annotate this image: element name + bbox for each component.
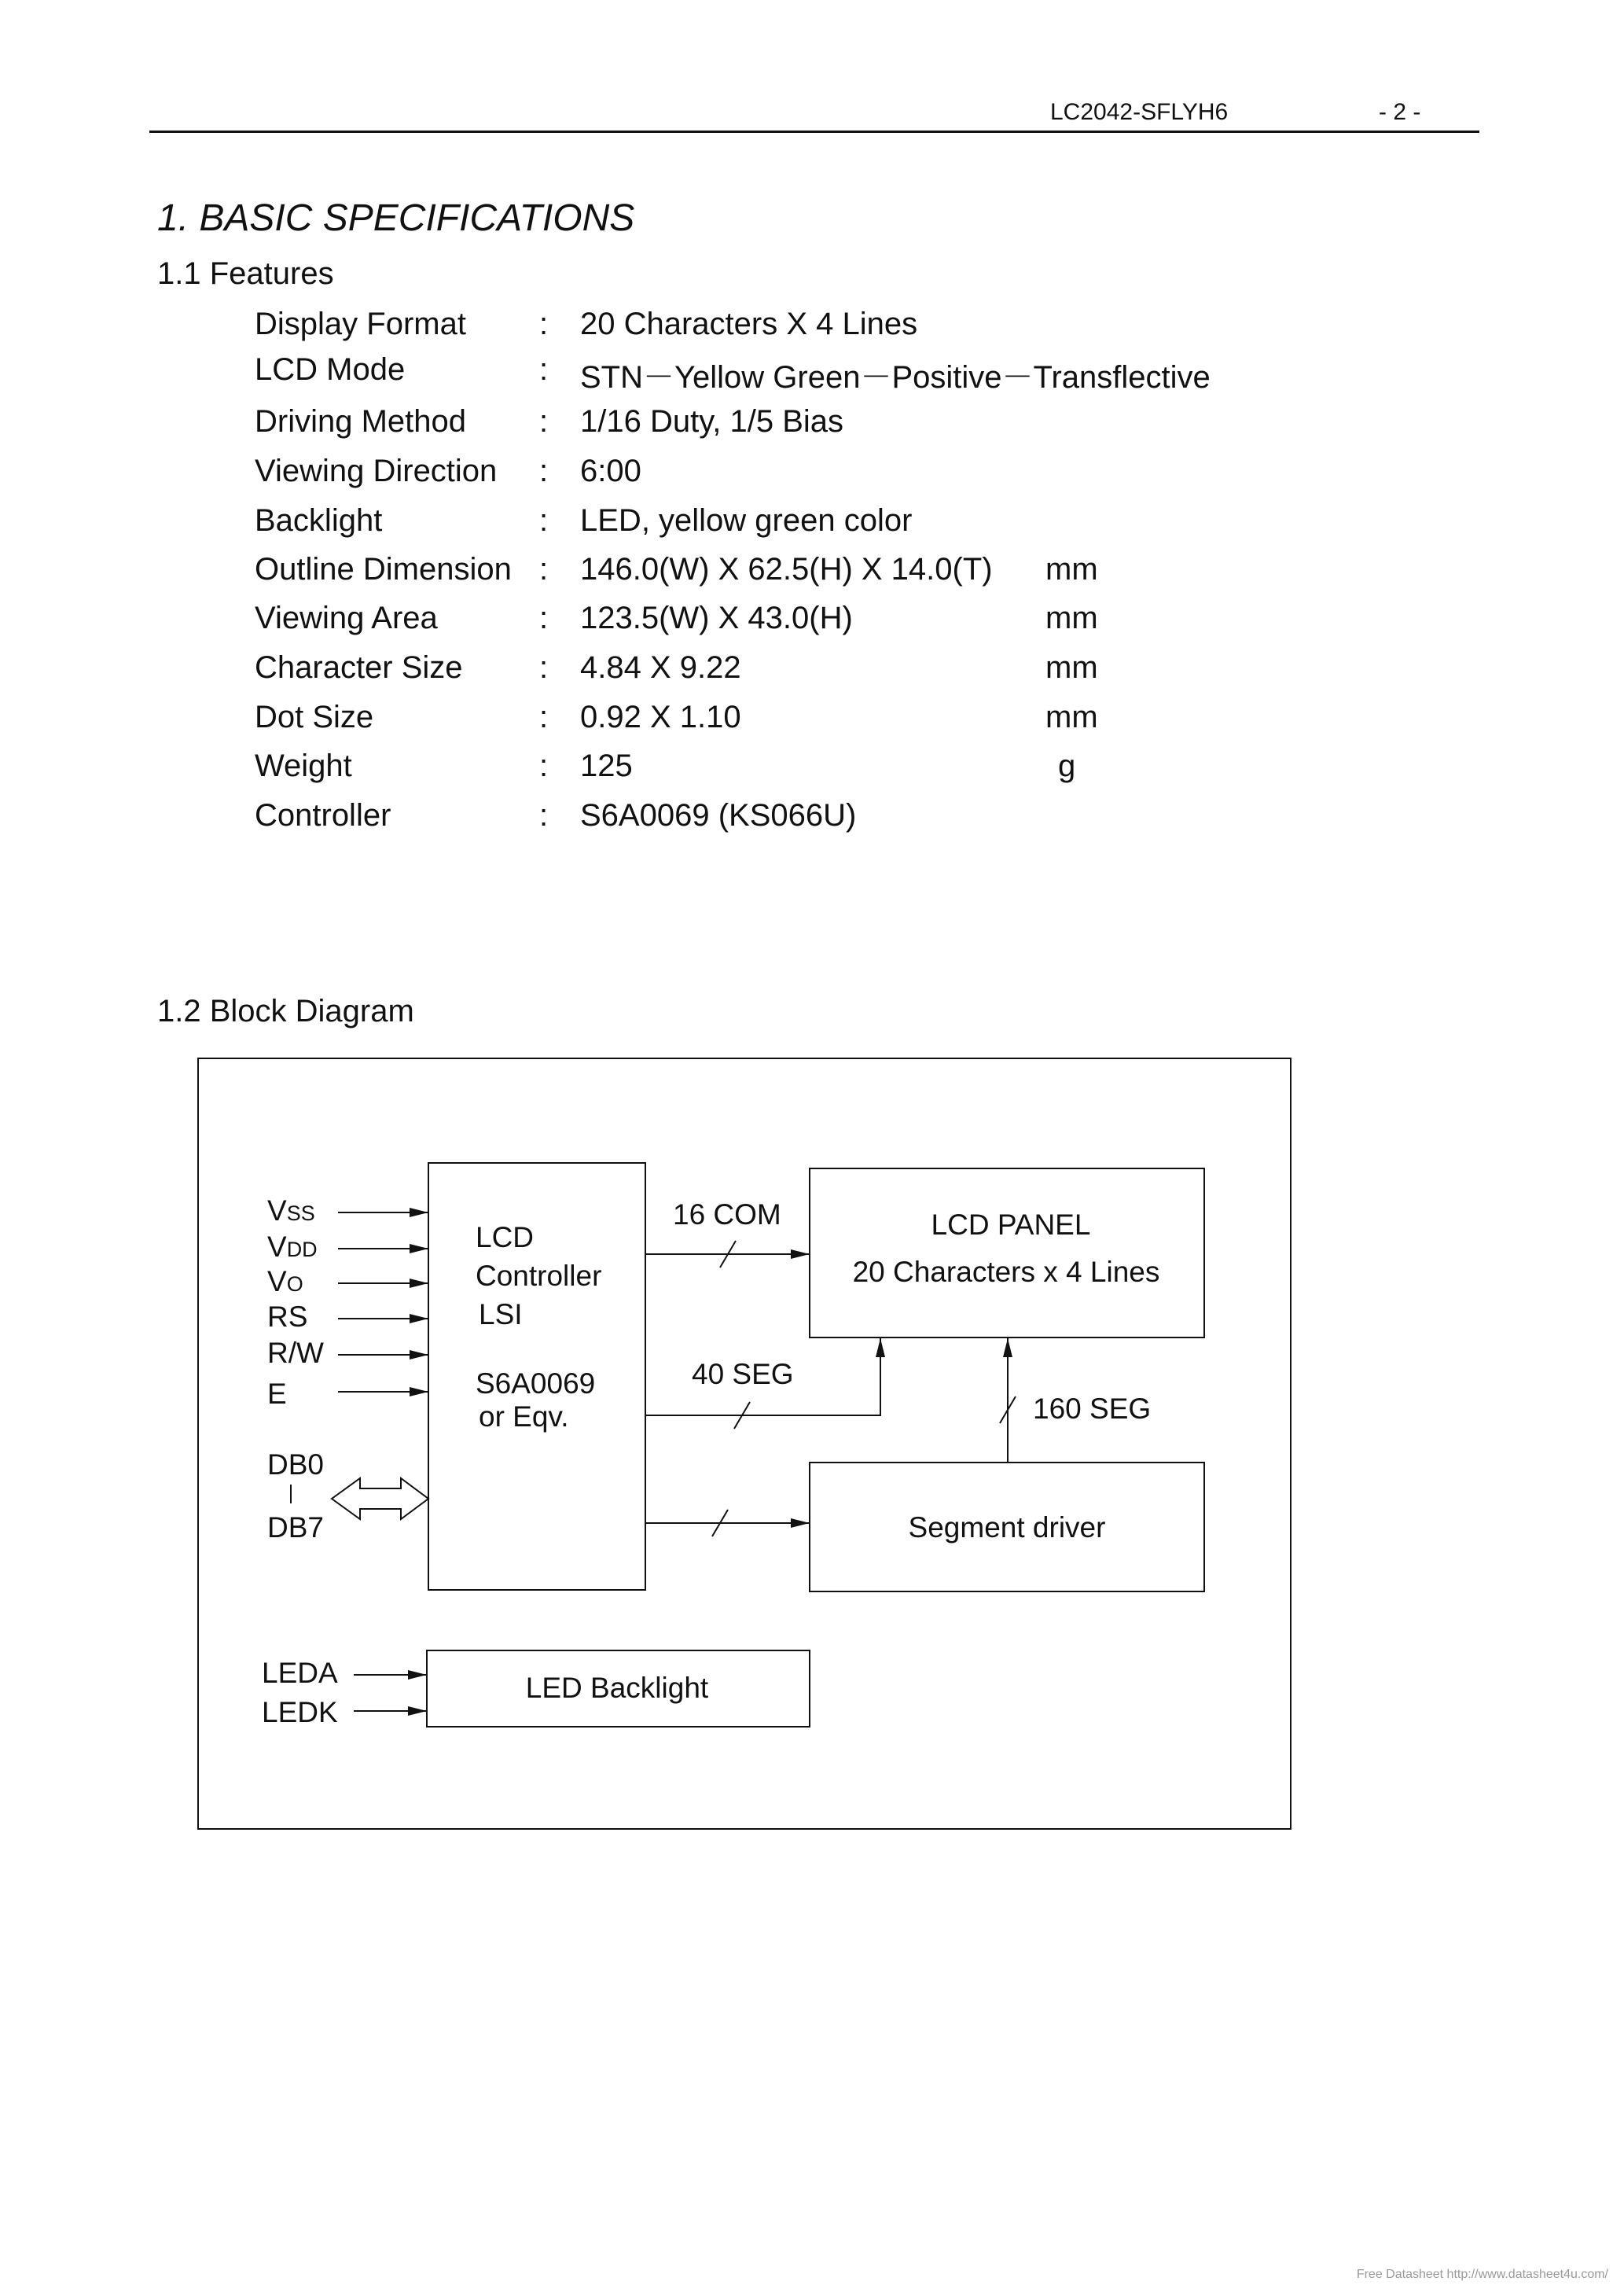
- feature-value: 0.92 X 1.10: [580, 700, 741, 734]
- controller-label-model: S6A0069: [476, 1367, 596, 1400]
- pin-label-vo: VO: [267, 1265, 303, 1297]
- feature-value: 1/16 Duty, 1/5 Bias: [580, 404, 843, 439]
- bus-label-160-seg: 160 SEG: [1033, 1393, 1152, 1425]
- feature-unit: g: [1058, 749, 1076, 783]
- feature-value: 123.5(W) X 43.0(H): [580, 601, 853, 635]
- feature-colon: :: [539, 798, 549, 833]
- pin-label-db7: DB7: [267, 1511, 324, 1544]
- lcd-panel-subtitle: 20 Characters x 4 Lines: [852, 1256, 1160, 1288]
- feature-unit: mm: [1045, 650, 1098, 685]
- feature-colon: :: [539, 352, 549, 387]
- feature-label: Display Format: [255, 307, 466, 341]
- feature-value: S6A0069 (KS066U): [580, 798, 857, 833]
- bus-label-16-com: 16 COM: [673, 1198, 781, 1231]
- pin-label-vss: VSS: [267, 1194, 315, 1227]
- feature-value: 20 Characters X 4 Lines: [580, 307, 918, 341]
- feature-colon: :: [539, 454, 549, 488]
- bus-label-40-seg: 40 SEG: [692, 1358, 794, 1390]
- controller-label-lcd: LCD: [476, 1221, 535, 1253]
- feature-label: Weight: [255, 749, 352, 783]
- pin-label-vdd: VDD: [267, 1231, 318, 1263]
- led-backlight-label: LED Backlight: [525, 1672, 709, 1704]
- feature-colon: :: [539, 503, 549, 538]
- feature-value: STN－Yellow Green－Positive－Transflective: [580, 360, 1211, 395]
- feature-unit: mm: [1045, 700, 1098, 734]
- feature-colon: :: [539, 650, 549, 685]
- feature-label: Outline Dimension: [255, 552, 512, 587]
- feature-value: 6:00: [580, 454, 641, 488]
- feature-label: Dot Size: [255, 700, 374, 734]
- feature-colon: :: [539, 307, 549, 341]
- lcd-panel-title: LCD PANEL: [931, 1209, 1091, 1241]
- pin-label-rs: RS: [267, 1301, 308, 1333]
- segment-driver-label: Segment driver: [908, 1511, 1106, 1544]
- feature-value: 4.84 X 9.22: [580, 650, 741, 685]
- feature-colon: :: [539, 700, 549, 734]
- data-bus-double-arrow: [332, 1478, 428, 1519]
- feature-label: Controller: [255, 798, 391, 833]
- pin-label-leda: LEDA: [262, 1657, 338, 1689]
- feature-label: Viewing Area: [255, 601, 438, 635]
- controller-label-equivalent: or Eqv.: [479, 1400, 569, 1433]
- feature-colon: :: [539, 404, 549, 439]
- pin-label-ledk: LEDK: [262, 1696, 338, 1728]
- feature-label: LCD Mode: [255, 352, 406, 387]
- page-number: - 2 -: [1379, 99, 1421, 125]
- lcd-panel-box: [810, 1168, 1204, 1337]
- controller-label-controller: Controller: [476, 1260, 602, 1292]
- block-diagram-heading: 1.2 Block Diagram: [157, 994, 414, 1028]
- feature-colon: :: [539, 749, 549, 783]
- feature-value: 146.0(W) X 62.5(H) X 14.0(T): [580, 552, 993, 587]
- feature-colon: :: [539, 552, 549, 587]
- feature-label: Viewing Direction: [255, 454, 498, 488]
- feature-label: Backlight: [255, 503, 383, 538]
- feature-unit: mm: [1045, 601, 1098, 635]
- footer-credit: Free Datasheet http://www.datasheet4u.com/: [1356, 2268, 1608, 2281]
- pin-label-rw: R/W: [267, 1337, 324, 1369]
- controller-label-lsi: LSI: [479, 1298, 523, 1330]
- feature-value: 125: [580, 749, 633, 783]
- feature-value: LED, yellow green color: [580, 503, 913, 538]
- pin-label-e: E: [267, 1378, 287, 1410]
- diagram-frame: [198, 1058, 1291, 1829]
- document-model-number: LC2042-SFLYH6: [1050, 99, 1229, 125]
- feature-label: Driving Method: [255, 404, 467, 439]
- section-title: 1. BASIC SPECIFICATIONS: [157, 197, 635, 239]
- pin-label-db0: DB0: [267, 1448, 324, 1481]
- features-heading: 1.1 Features: [157, 256, 334, 291]
- feature-colon: :: [539, 601, 549, 635]
- feature-unit: mm: [1045, 552, 1098, 587]
- feature-label: Character Size: [255, 650, 463, 685]
